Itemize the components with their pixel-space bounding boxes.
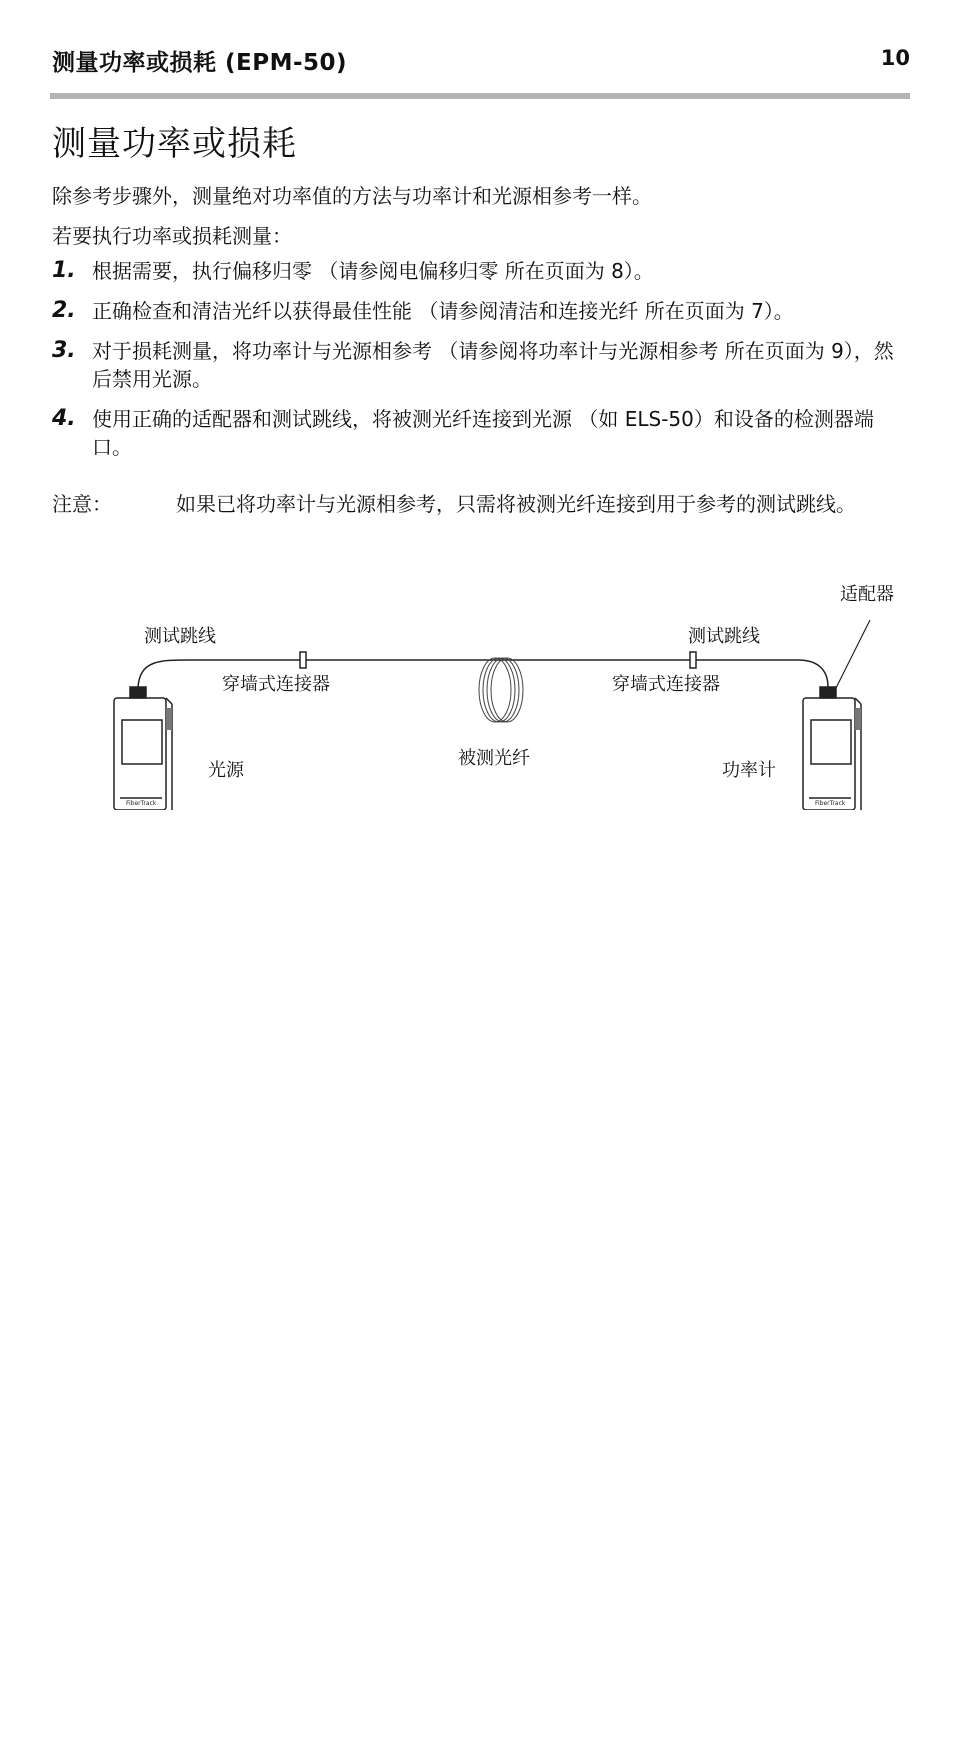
power-meter-device [803,687,861,810]
step-number: 1. [52,258,76,283]
lead-in-paragraph: 若要执行功率或损耗测量： [52,224,292,248]
steps-list [52,257,912,473]
page-header [52,44,910,78]
label-bulkhead-right: 穿墙式连接器 [612,674,720,695]
bulkhead-connector-left [300,652,306,668]
power-meter-logo: FiberTrack [815,800,846,807]
label-light-source: 光源 [208,760,244,781]
step-text: 对于损耗测量，将功率计与光源相参考 （请参阅将功率计与光源相参考 所在页面为 9），然后禁用光源。 [92,339,894,391]
step-item [52,297,912,325]
note-label: 注意： [52,492,112,516]
step-number: 2. [52,298,76,323]
connection-diagram [100,580,900,810]
label-test-jumper-left: 测试跳线 [144,626,216,647]
step-item [52,257,912,285]
adapter-leader-line [836,620,870,688]
step-number: 3. [52,338,76,363]
step-item [52,337,912,393]
label-bulkhead-left: 穿墙式连接器 [222,674,330,695]
step-text: 使用正确的适配器和测试跳线，将被测光纤连接到光源 （如 ELS-50）和设备的检测器端口。 [92,407,874,459]
note-text: 如果已将功率计与光源相参考，只需将被测光纤连接到用于参考的测试跳线。 [176,492,856,516]
intro-paragraph: 除参考步骤外，测量绝对功率值的方法与功率计和光源相参考一样。 [52,184,652,208]
label-adapter: 适配器 [840,584,894,605]
step-text: 根据需要，执行偏移归零 （请参阅电偏移归零 所在页面为 8）。 [92,259,654,283]
light-source-device [114,687,172,810]
fiber-spool [479,658,523,722]
header-rule [50,93,910,99]
bulkhead-connector-right [690,652,696,668]
step-item [52,405,912,461]
light-source-logo: FiberTrack [126,800,157,807]
label-test-jumper-right: 测试跳线 [688,626,760,647]
section-title: 测量功率或损耗 [52,124,297,164]
note-block [52,490,912,518]
step-text: 正确检查和清洁光纤以获得最佳性能 （请参阅清洁和连接光纤 所在页面为 7）。 [92,299,794,323]
step-number: 4. [52,406,76,431]
header-title: 测量功率或损耗 (EPM-50) [52,50,348,76]
label-fiber-under-test: 被测光纤 [458,748,530,769]
page-number: 10 [880,46,910,70]
label-power-meter: 功率计 [722,760,776,781]
